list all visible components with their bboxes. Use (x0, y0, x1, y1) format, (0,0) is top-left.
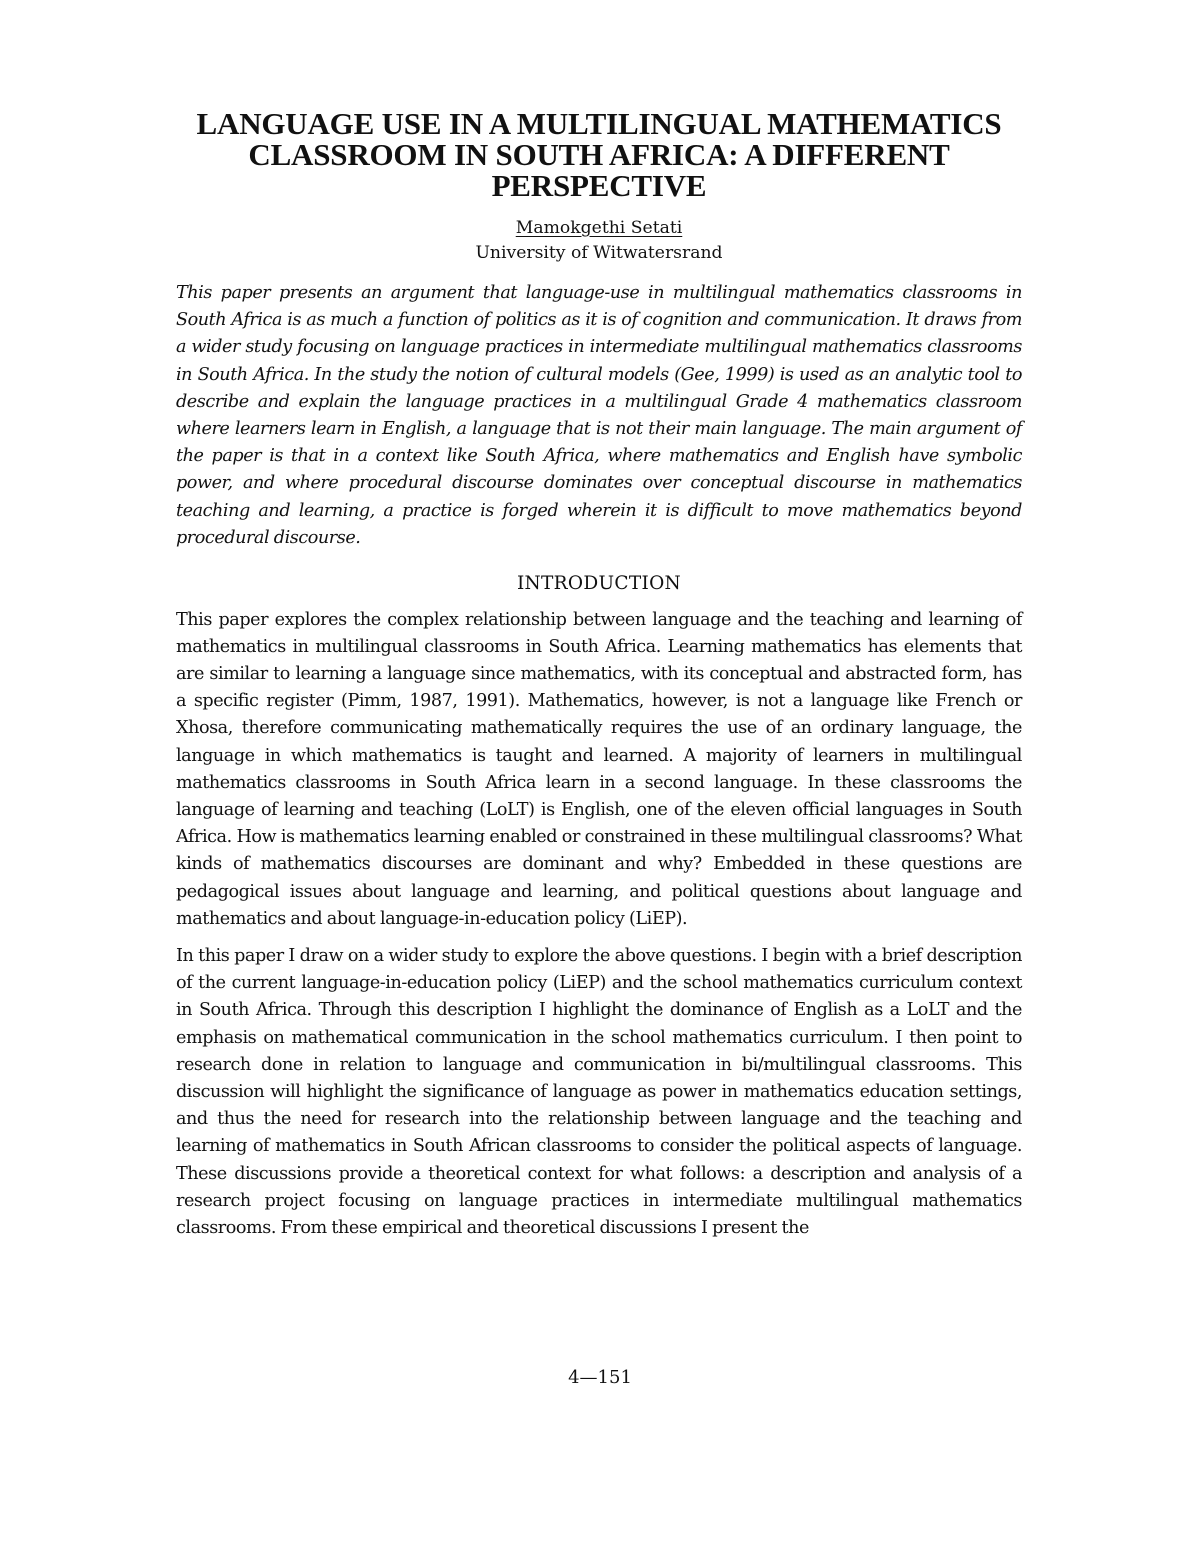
author-name[interactable]: Mamokgethi Setati (515, 218, 683, 238)
paper-title: LANGUAGE USE IN A MULTILINGUAL MATHEMATICS CLASSROOM IN SOUTH AFRICA: A DIFFERENT PERSPECTIVE (196, 106, 1002, 203)
section-heading-introduction: INTRODUCTION (516, 572, 682, 594)
author-affiliation: University of Witwatersrand (475, 243, 723, 263)
body-paragraph: This paper explores the complex relationship between language and the teaching and learning of mathematics in multilingual classrooms in South Africa. Learning mathematics has elements that are similar to learning a language since mathematics, with its conceptual and abstracted form, has a specific register (Pimm, 1987, 1991). Mathematics, however, is not a language like French or Xhosa, therefore communicating mathematically requires the use of an ordinary language, the language in which mathematics is taught and learned. A majority of learners in multilingual mathematics classrooms in South Africa learn in a second language. In these classrooms the language of learning and teaching (LoLT) is English, one of the eleven official languages in South Africa. How is mathematics learning enabled or constrained in these multilingual classrooms? What kinds of mathematics discourses are dominant and why? Embedded in these questions are pedagogical issues about language and learning, and political questions about language and mathematics and about language-in-education policy (LiEP). (176, 609, 1022, 929)
paper-page (176, 108, 1022, 1252)
body-paragraph: In this paper I draw on a wider study to explore the above questions. I begin with a brief description of the current language-in-education policy (LiEP) and the school mathematics curriculum context in South Africa. Through this description I highlight the dominance of English as a LoLT and the emphasis on mathematical communication in the school mathematics curriculum. I then point to research done in relation to language and communication in bi/multilingual classrooms. This discussion will highlight the significance of language as power in mathematics education settings, and thus the need for research into the relationship between language and the teaching and learning of mathematics in South African classrooms to consider the political aspects of language. These discussions provide a theoretical context for what follows: a description and analysis of a research project focusing on language practices in intermediate multilingual mathematics classrooms. From these empirical and theoretical discussions I present the (176, 946, 1022, 1239)
page-number: 4—151 (568, 1367, 632, 1388)
author-line (176, 216, 1022, 241)
abstract: This paper presents an argument that language-use in multilingual mathematics classrooms in South Africa is as much a function of politics as it is of cognition and communication. It draws from a wider study focusing on language practices in intermediate multilingual mathematics classrooms in South Africa. In the study the notion of cultural models (Gee, 1999) is used as an analytic tool to describe and explain the language practices in a multilingual Grade 4 mathematics classroom where learners learn in English, a language that is not their main language. The main argument of the paper is that in a context like South Africa, where mathematics and English have symbolic power, and where procedural discourse dominates over conceptual discourse in mathematics teaching and learning, a practice is forged wherein it is difficult to move mathematics beyond procedural discourse. (176, 283, 1022, 548)
